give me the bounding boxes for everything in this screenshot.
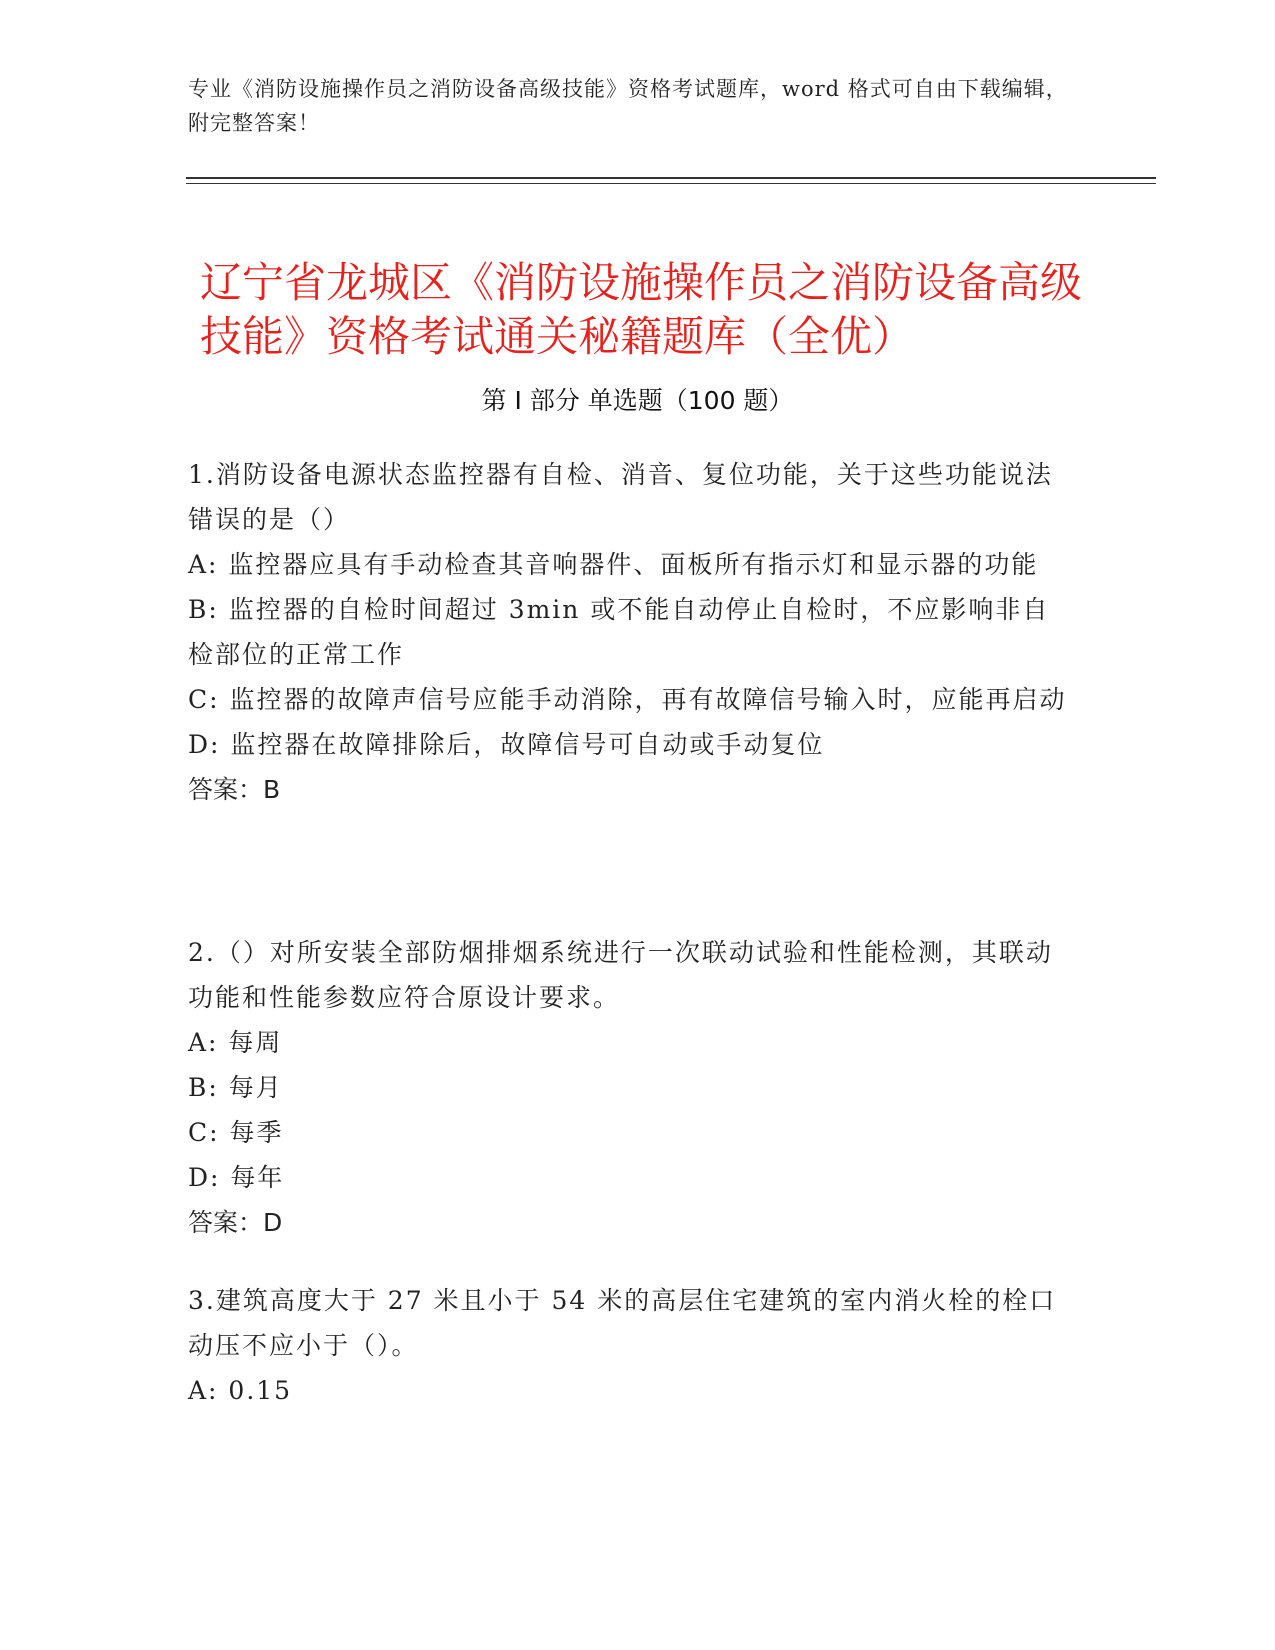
- answer-line: [188, 1200, 1068, 1245]
- document-title: 辽宁省龙城区《消防设施操作员之消防设备高级技能》资格考试通关秘籍题库（全优）: [200, 258, 1083, 362]
- option-d: D: 监控器在故障排除后，故障信号可自动或手动复位: [188, 730, 825, 759]
- header-divider: [186, 177, 1156, 179]
- answer-label: 答案：: [188, 775, 264, 804]
- question-stem: 2.（）对所安装全部防烟排烟系统进行一次联动试验和性能检测，其联动功能和性能参数应符合原设计要求。: [188, 938, 1053, 1012]
- question-2: [188, 930, 1068, 1245]
- answer-value: B: [263, 775, 281, 804]
- option-a: A: 每周: [188, 1028, 283, 1057]
- option-b: B: 每月: [188, 1073, 283, 1102]
- question-3: [188, 1278, 1068, 1413]
- answer-label: 答案：: [188, 1208, 264, 1237]
- header-divider-thin: [186, 183, 1156, 184]
- option-a: A: 0.15: [188, 1376, 293, 1405]
- option-d: D: 每年: [188, 1163, 285, 1192]
- option-c: C: 每季: [188, 1118, 284, 1147]
- answer-line: [188, 767, 1068, 812]
- question-stem: 3.建筑高度大于 27 米且小于 54 米的高层住宅建筑的室内消火栓的栓口动压不应小于（）。: [188, 1286, 1057, 1360]
- question-stem: 1.消防设备电源状态监控器有自检、消音、复位功能，关于这些功能说法错误的是（）: [188, 460, 1053, 534]
- answer-value: D: [263, 1208, 283, 1237]
- question-1: [188, 452, 1068, 812]
- option-c: C: 监控器的故障声信号应能手动消除，再有故障信号输入时，应能再启动: [188, 685, 1067, 714]
- header-note: 专业《消防设施操作员之消防设备高级技能》资格考试题库，word 格式可自由下载编辑，附完整答案！: [188, 77, 1068, 135]
- option-a: A: 监控器应具有手动检查其音响器件、面板所有指示灯和显示器的功能: [188, 550, 1039, 579]
- section-heading: 第 I 部分 单选题（100 题）: [481, 386, 794, 415]
- option-b: B: 监控器的自检时间超过 3min 或不能自动停止自检时，不应影响非自检部位的正常工作: [188, 595, 1050, 669]
